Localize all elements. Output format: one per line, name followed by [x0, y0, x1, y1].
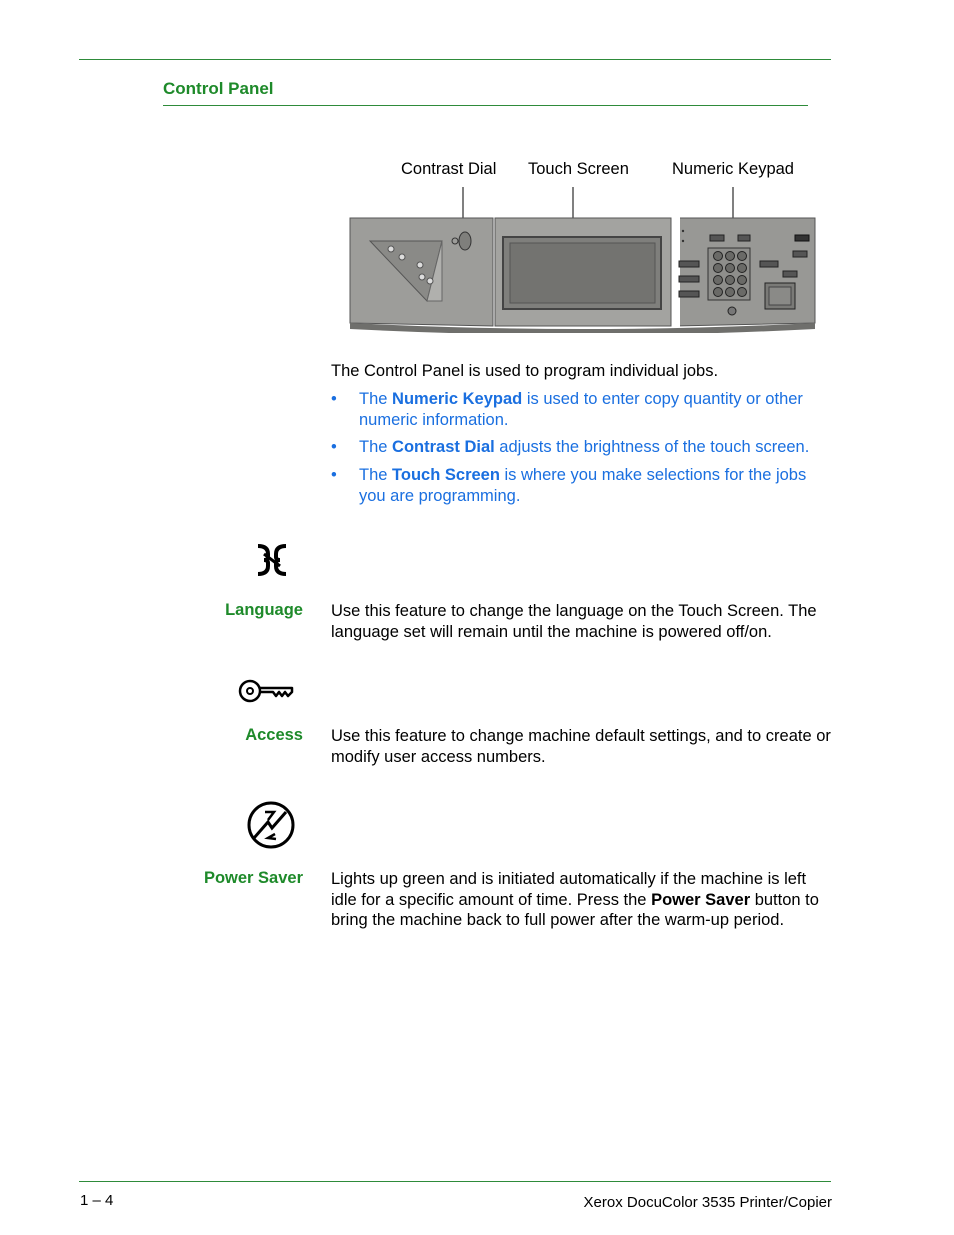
power-saver-description — [331, 869, 831, 931]
bullet-text — [359, 389, 831, 430]
bullet-text — [359, 437, 831, 458]
power-saver-text-2: button to bring the machine back to full power after the warm-up period. — [331, 890, 819, 929]
bullet-term: Touch Screen — [392, 466, 500, 484]
access-description: Use this feature to change machine default settings, and to create or modify user access numbers. — [331, 727, 831, 766]
bullet-description: is used to enter copy quantity or other numeric information. — [359, 390, 803, 429]
callout-touch-screen: Touch Screen — [528, 160, 629, 178]
bullet-prefix: The — [359, 390, 393, 408]
power-saver-label: Power Saver — [203, 869, 303, 887]
bullet-prefix: The — [359, 438, 393, 456]
bullet-marker: • — [331, 466, 337, 484]
intro-text: The Control Panel is used to program individual jobs. — [331, 362, 719, 380]
title-underline — [163, 105, 808, 106]
language-label: Language — [225, 601, 303, 619]
bullet-description: adjusts the brightness of the touch screen. — [494, 438, 810, 456]
language-description: Use this feature to change the language on the Touch Screen. The language set will remain until the machine is powered off/on. — [331, 602, 817, 641]
footer-rule — [79, 1181, 831, 1182]
key-icon — [238, 676, 296, 706]
page-number: 1 – 4 — [80, 1192, 114, 1209]
callout-numeric-keypad: Numeric Keypad — [672, 160, 794, 178]
callout-contrast-dial: Contrast Dial — [401, 160, 497, 178]
access-label: Access — [245, 726, 303, 744]
bullet-prefix: The — [359, 466, 393, 484]
bullet-text — [359, 465, 831, 506]
power-saver-icon — [246, 800, 296, 850]
language-icon — [254, 543, 290, 577]
bullet-contrast-dial — [331, 437, 831, 458]
control-panel-illustration — [345, 183, 820, 333]
bullet-marker: • — [331, 390, 337, 408]
product-name: Xerox DocuColor 3535 Printer/Copier — [583, 1194, 832, 1211]
header-rule — [79, 59, 831, 60]
bullet-description: is where you make selections for the jobs you are programming. — [359, 466, 807, 505]
bullet-term: Contrast Dial — [392, 438, 495, 456]
bullet-touch-screen — [331, 465, 831, 506]
power-saver-text-1: Lights up green and is initiated automatically if the machine is left idle for a specific amount of time. Press the — [331, 870, 807, 909]
bullet-numeric-keypad — [331, 389, 831, 430]
page-title: Control Panel — [163, 79, 274, 98]
bullet-marker: • — [331, 438, 337, 456]
power-saver-term: Power Saver — [651, 890, 751, 909]
bullet-term: Numeric Keypad — [392, 390, 523, 408]
